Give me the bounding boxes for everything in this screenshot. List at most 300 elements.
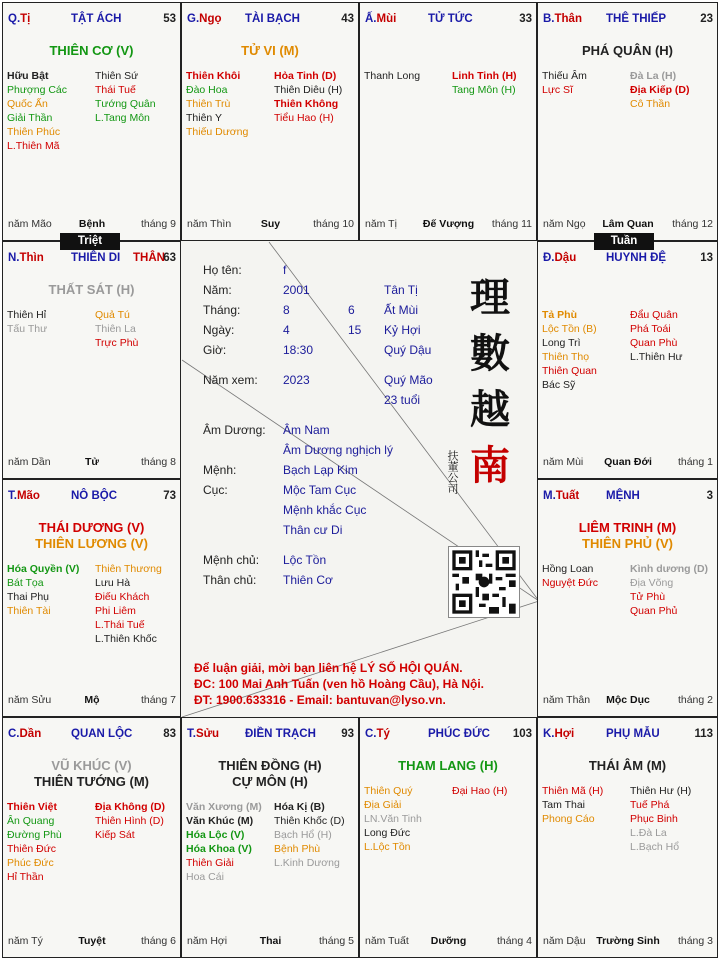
minor-star: Thiên Sứ (95, 70, 139, 82)
palace-branch (543, 728, 574, 740)
branch-name: Ngọ (199, 13, 222, 25)
minor-star: Bệnh Phù (274, 843, 321, 855)
minor-star: Linh Tinh (H) (452, 70, 517, 82)
palace-name: TÀI BẠCH (245, 13, 300, 25)
palace-branch (8, 13, 30, 25)
palace-name: THÊ THIẾP (606, 13, 667, 25)
cuc-value: Mộc Tam Cục (283, 483, 357, 497)
palace-stage: Trường Sinh (596, 935, 660, 947)
palace-stage: Mộc Dục (606, 694, 650, 706)
main-star: THIÊN CƠ (V) (49, 43, 134, 58)
minor-stars-left (186, 69, 248, 139)
palace-dan (2, 717, 181, 958)
palace-mui (359, 2, 537, 241)
minor-star: Thiếu Âm (542, 70, 587, 82)
minor-stars-right (95, 69, 156, 125)
palace-number: 43 (341, 13, 354, 25)
branch-prefix: Ấ. (365, 13, 377, 25)
minor-star: Phong Cáo (542, 813, 595, 825)
minor-star: Thiên Trù (186, 98, 231, 110)
minor-star: Địa Võng (630, 577, 674, 589)
palace-month: tháng 5 (318, 935, 354, 947)
main-star: THIÊN TƯỚNG (M) (33, 774, 150, 789)
palace-branch (365, 13, 396, 25)
minor-star: L.Thái Tuế (95, 619, 145, 631)
minor-star: Tuế Phá (630, 799, 670, 811)
thang-label: Tháng: (203, 303, 241, 317)
branch-prefix: G. (187, 13, 200, 25)
branch-prefix: T. (187, 728, 196, 740)
minor-star: Thiên Phúc (7, 126, 61, 138)
seal-char-3: 越 (470, 386, 510, 433)
main-stars (182, 758, 358, 790)
palace-number: 93 (341, 728, 354, 740)
thanchu-label: Thân chủ: (203, 573, 257, 587)
minor-star: Phục Binh (630, 813, 678, 825)
minor-star: Tấu Thư (7, 323, 48, 335)
minor-stars-right (274, 69, 342, 125)
palace-branch (365, 728, 390, 740)
palace-header (8, 728, 176, 742)
palace-suu (181, 717, 359, 958)
minor-star: Hữu Bật (7, 70, 49, 82)
palace-number: 73 (163, 490, 176, 502)
minor-star: Thiếu Dương (186, 126, 249, 138)
palace-name: PHÚC ĐỨC (428, 728, 490, 740)
palace-tuat (537, 479, 718, 717)
tuoi-value: 23 tuổi (384, 393, 421, 407)
minor-star: Hồng Loan (542, 563, 594, 575)
contact-line-1: Để luận giải, mời bạn liên hệ LÝ SỐ HỘI QUÁN. (194, 661, 463, 675)
palace-stage: Đế Vượng (422, 218, 475, 230)
minor-star: Bát Tọa (7, 577, 44, 589)
branch-name: Sửu (195, 728, 219, 740)
minor-stars-left (7, 308, 47, 336)
palace-number: 83 (163, 728, 176, 740)
palace-name: PHỤ MẪU (606, 728, 660, 740)
palace-number: 113 (694, 728, 713, 740)
branch-name: Dậu (554, 252, 577, 264)
palace-header (543, 490, 713, 504)
thang-value: 8 (283, 303, 290, 317)
minor-star: Long Trì (542, 337, 581, 349)
minor-star: Lực Sĩ (542, 84, 573, 96)
minor-stars-left (542, 308, 597, 392)
branch-prefix: B. (543, 13, 555, 25)
minor-star: Đào Hoa (186, 84, 228, 96)
main-stars (538, 758, 717, 774)
palace-mao (2, 479, 181, 717)
palace-month: tháng 8 (140, 456, 176, 468)
minor-star: Cô Thần (630, 98, 671, 110)
palace-header (543, 728, 713, 742)
palace-number: 63 (163, 252, 176, 264)
main-stars (538, 520, 717, 552)
branch-prefix: T. (8, 490, 17, 502)
seal-char-2: 數 (470, 330, 510, 377)
branch-prefix: K. (543, 728, 555, 740)
thang-am: 6 (348, 303, 355, 317)
palace-year: năm Thìn (187, 218, 232, 230)
minor-star: Lộc Tồn (B) (542, 323, 597, 335)
branch-name: Hợi (554, 728, 575, 740)
minor-star: Lưu Hà (95, 577, 131, 589)
branch-name: Tý (376, 728, 390, 740)
main-stars (538, 43, 717, 59)
minor-star: Nguyệt Đức (542, 577, 599, 589)
branch-name: Dần (19, 728, 42, 740)
minor-star: Đẩu Quân (630, 309, 678, 321)
seal-char-1: 理 (470, 274, 510, 321)
seal-char-4: 南 (470, 442, 510, 489)
thanchu-value: Thiên Cơ (283, 573, 333, 587)
main-stars (3, 520, 180, 552)
palace-name: HUYNH ĐỆ (606, 252, 667, 264)
minor-star: Thiên Quan (542, 365, 597, 377)
minor-star: Hóa Lộc (V) (186, 829, 245, 841)
palace-stage: Tử (84, 456, 100, 468)
ho-ten-value: f (283, 263, 287, 277)
minor-stars-left (542, 562, 598, 590)
minor-star: Quả Tú (95, 309, 130, 321)
minor-star: Thiên Diêu (H) (274, 84, 343, 96)
minor-star: Kình dương (D) (630, 563, 709, 575)
palace-month: tháng 10 (313, 218, 354, 230)
branch-prefix: C. (365, 728, 377, 740)
main-stars (3, 282, 180, 298)
main-star: CỰ MÔN (H) (232, 774, 308, 789)
palace-year: năm Hợi (187, 935, 228, 947)
minor-star: Thiên Không (274, 98, 339, 110)
minor-star: L.Bạch Hổ (630, 841, 680, 853)
palace-name: THIÊN DI (71, 252, 121, 264)
main-star: THIÊN ĐỒNG (H) (218, 758, 322, 773)
palace-footer (543, 456, 713, 470)
palace-name: TỬ TỨC (428, 13, 473, 25)
minor-stars-right (95, 800, 165, 842)
minor-stars-left (542, 69, 587, 97)
minor-star: Trực Phù (95, 337, 139, 349)
palace-name: QUAN LỘC (71, 728, 133, 740)
palace-stage: Thai (259, 935, 282, 947)
palace-footer (365, 218, 532, 232)
main-star: THIÊN PHỦ (V) (582, 536, 673, 551)
cuc-note-1: Mệnh khắc Cục (283, 503, 367, 517)
minor-star: Thiên Khôi (186, 70, 241, 82)
minor-star: Tướng Quân (95, 98, 156, 110)
minor-star: Hóa Kị (B) (274, 801, 325, 813)
palace-month: tháng 11 (491, 218, 532, 230)
palace-footer (543, 694, 713, 708)
palace-stage: Suy (260, 218, 281, 230)
main-stars (3, 758, 180, 790)
cuc-label: Cục: (203, 483, 228, 497)
palace-header (543, 252, 713, 266)
palace-header (187, 13, 354, 27)
branch-name: Tuất (555, 490, 580, 502)
minor-stars-left (7, 69, 67, 153)
minor-stars-right (630, 308, 683, 364)
palace-stage: Mộ (84, 694, 100, 706)
qr-code-icon (448, 546, 520, 618)
minor-star: Thiên Đức (7, 843, 57, 855)
palace-year: năm Sửu (8, 694, 52, 706)
minor-star: Quốc Ấn (7, 98, 48, 110)
minor-star: L.Lộc Tồn (364, 841, 411, 853)
minor-star: Thiên Giải (186, 857, 234, 869)
palace-stage: Quan Đới (604, 456, 652, 468)
palace-year: năm Tý (8, 935, 43, 947)
than-marker: THÂN (133, 252, 165, 264)
main-star: PHÁ QUÂN (H) (582, 43, 673, 58)
palace-number: 3 (706, 490, 713, 502)
palace-footer (8, 218, 176, 232)
cuc-note-2: Thân cư Di (283, 523, 343, 537)
nam-label: Năm: (203, 283, 232, 297)
minor-star: Đà La (H) (630, 70, 677, 82)
contact-block (194, 660, 534, 708)
nam-can: Tân Tị (384, 283, 418, 297)
menh-label: Mệnh: (203, 463, 237, 477)
minor-star: L.Tang Môn (95, 112, 150, 124)
minor-star: Thái Tuế (95, 84, 136, 96)
minor-stars-left (364, 69, 420, 83)
amduong-label: Âm Dương: (203, 423, 266, 437)
minor-star: L.Thiên Mã (7, 140, 60, 152)
palace-footer (543, 935, 713, 949)
minor-star: Phúc Đức (7, 857, 54, 869)
palace-month: tháng 6 (140, 935, 176, 947)
contact-line-2: ĐC: 100 Mai Anh Tuấn (ven hồ Hoàng Cầu), Hà Nội. (194, 677, 485, 691)
palace-number: 33 (519, 13, 532, 25)
minor-star: Tả Phù (542, 309, 578, 321)
palace-year: năm Tuất (365, 935, 409, 947)
minor-stars-right (452, 69, 517, 97)
palace-ty (2, 2, 181, 241)
namxem-can: Quý Mão (384, 373, 433, 387)
minor-star: Thiên Quý (364, 785, 413, 797)
minor-star: Thiên Hỉ (7, 309, 47, 321)
palace-branch (8, 252, 44, 264)
minor-star: Thiên Hư (H) (630, 785, 692, 797)
minor-stars-left (7, 562, 79, 618)
palace-footer (8, 456, 176, 470)
minor-star: Địa Giải (364, 799, 402, 811)
palace-name: NÔ BỘC (71, 490, 117, 502)
ho-ten-label: Họ tên: (203, 263, 242, 277)
palace-dau (537, 241, 718, 479)
branch-name: Mão (16, 490, 40, 502)
branch-prefix: Đ. (543, 252, 555, 264)
minor-star: Thiên Thọ (542, 351, 590, 363)
ngay-value: 4 (283, 323, 290, 337)
palace-branch (187, 13, 222, 25)
palace-header (543, 13, 713, 27)
minor-stars-left (364, 784, 422, 854)
palace-name: TẬT ÁCH (71, 13, 122, 25)
palace-footer (187, 218, 354, 232)
minor-star: Địa Không (D) (95, 801, 165, 813)
minor-star: Thiên Thương (95, 563, 162, 575)
minor-star: Phi Liêm (95, 605, 136, 617)
main-star: VŨ KHÚC (V) (51, 758, 132, 773)
menhchu-value: Lộc Tồn (283, 553, 327, 567)
minor-stars-left (186, 800, 262, 884)
branch-prefix: C. (8, 728, 20, 740)
palace-branch (8, 728, 41, 740)
minor-star: Bác Sỹ (542, 379, 576, 391)
palace-footer (8, 935, 176, 949)
palace-tys (359, 717, 537, 958)
palace-stage: Tuyệt (78, 935, 106, 947)
main-star: THIÊN LƯƠNG (V) (35, 536, 148, 551)
palace-header (187, 728, 354, 742)
seal-side-text: 扶董公司 (446, 450, 459, 494)
amduong-value: Âm Nam (283, 423, 330, 437)
palace-footer (365, 935, 532, 949)
thang-can: Ất Mùi (384, 303, 419, 317)
palace-header (8, 490, 176, 504)
ngay-can: Kỷ Hợi (384, 323, 421, 337)
minor-star: Thiên Tài (7, 605, 51, 617)
minor-star: Quan Phù (630, 337, 678, 349)
minor-star: Phượng Các (7, 84, 68, 96)
palace-than (537, 2, 718, 241)
palace-header (8, 13, 176, 27)
menhchu-label: Mệnh chủ: (203, 553, 260, 567)
minor-star: Tang Môn (H) (452, 84, 516, 96)
palace-year: năm Mão (8, 218, 52, 230)
palace-footer (8, 694, 176, 708)
minor-stars-right (452, 784, 507, 798)
minor-star: Long Đức (364, 827, 411, 839)
minor-star: Tử Phù (630, 591, 666, 603)
minor-star: Thiên Y (186, 112, 222, 124)
palace-stage: Dưỡng (430, 935, 467, 947)
main-star: THÁI ÂM (M) (588, 758, 667, 773)
minor-star: Tam Thai (542, 799, 585, 811)
palace-header (365, 728, 532, 742)
palace-month: tháng 1 (677, 456, 713, 468)
palace-number: 23 (700, 13, 713, 25)
palace-thin (2, 241, 181, 479)
minor-star: Phá Toái (630, 323, 671, 335)
palace-branch (187, 728, 219, 740)
minor-star: Hóa Khoa (V) (186, 843, 252, 855)
branch-name: Mùi (376, 13, 397, 25)
main-stars (360, 758, 536, 774)
main-star: LIÊM TRINH (M) (578, 520, 677, 535)
minor-stars-right (630, 562, 708, 618)
amduong-note: Âm Dương nghịch lý (283, 443, 393, 457)
branch-prefix: Q. (8, 13, 21, 25)
branch-prefix: M. (543, 490, 556, 502)
minor-star: Hóa Quyền (V) (7, 563, 80, 575)
minor-star: Văn Khúc (M) (186, 815, 254, 827)
palace-footer (187, 935, 354, 949)
main-stars (3, 43, 180, 59)
palace-stage: Lâm Quan (602, 218, 654, 230)
palace-branch (543, 13, 582, 25)
minor-star: Thiên Việt (7, 801, 57, 813)
palace-year: năm Ngọ (543, 218, 586, 230)
minor-star: L.Thiên Khốc (95, 633, 157, 645)
palace-month: tháng 4 (496, 935, 532, 947)
minor-star: Hỉ Thần (7, 871, 44, 883)
gio-value: 18:30 (283, 343, 314, 357)
namxem-label: Năm xem: (203, 373, 258, 387)
minor-star: Bạch Hổ (H) (274, 829, 332, 841)
minor-stars-right (95, 562, 162, 646)
minor-stars-right (630, 784, 691, 854)
minor-star: Thiên Hình (D) (95, 815, 164, 827)
minor-star: Tiểu Hao (H) (274, 112, 334, 124)
palace-year: năm Dậu (543, 935, 586, 947)
gio-can: Quý Dậu (384, 343, 432, 357)
palace-number: 13 (700, 252, 713, 264)
palace-name: ĐIỀN TRẠCH (245, 728, 316, 740)
contact-line-3: ĐT: 1900.633316 - Email: bantuvan@lyso.vn. (194, 693, 446, 707)
minor-stars-right (274, 800, 345, 870)
minor-star: Thai Phụ (7, 591, 50, 603)
menh-value: Bạch Lạp Kim (283, 463, 358, 477)
palace-month: tháng 2 (677, 694, 713, 706)
minor-star: Đại Hao (H) (452, 785, 508, 797)
minor-star: Kiếp Sát (95, 829, 135, 841)
palace-year: năm Dần (8, 456, 51, 468)
minor-stars-right (630, 69, 690, 111)
palace-hoi (537, 717, 718, 958)
minor-star: Quan Phủ (630, 605, 678, 617)
minor-stars-left (542, 784, 603, 826)
minor-star: LN.Văn Tinh (364, 813, 422, 825)
minor-star: Điếu Khách (95, 591, 150, 603)
palace-year: năm Mùi (543, 456, 584, 468)
palace-month: tháng 7 (140, 694, 176, 706)
palace-footer (543, 218, 713, 232)
triet-tag: Triệt (60, 233, 120, 250)
palace-month: tháng 9 (140, 218, 176, 230)
palace-month: tháng 3 (677, 935, 713, 947)
minor-star: Giải Thần (7, 112, 53, 124)
namxem-value: 2023 (283, 373, 310, 387)
gio-label: Giờ: (203, 343, 227, 357)
palace-year: năm Tị (365, 218, 397, 230)
palace-number: 53 (163, 13, 176, 25)
branch-name: Tị (20, 13, 31, 25)
minor-stars-left (7, 800, 62, 884)
minor-star: Thiên Mã (H) (542, 785, 604, 797)
main-star: TỬ VI (M) (241, 43, 299, 58)
palace-branch (8, 490, 40, 502)
palace-stage: Bệnh (78, 218, 106, 230)
palace-year: năm Thân (543, 694, 591, 706)
ngay-label: Ngày: (203, 323, 235, 337)
ngay-am: 15 (348, 323, 362, 337)
calligraphy-seal (460, 270, 520, 494)
minor-star: Thiên La (95, 323, 136, 335)
minor-star: Địa Kiếp (D) (630, 84, 690, 96)
branch-name: Thìn (19, 252, 44, 264)
nam-value: 2001 (283, 283, 310, 297)
tuan-tag: Tuần (594, 233, 654, 250)
minor-star: L.Kinh Dương (274, 857, 340, 869)
branch-prefix: N. (8, 252, 20, 264)
main-star: THAM LANG (H) (398, 758, 498, 773)
branch-name: Thân (554, 13, 582, 25)
palace-ngo (181, 2, 359, 241)
palace-month: tháng 12 (672, 218, 713, 230)
